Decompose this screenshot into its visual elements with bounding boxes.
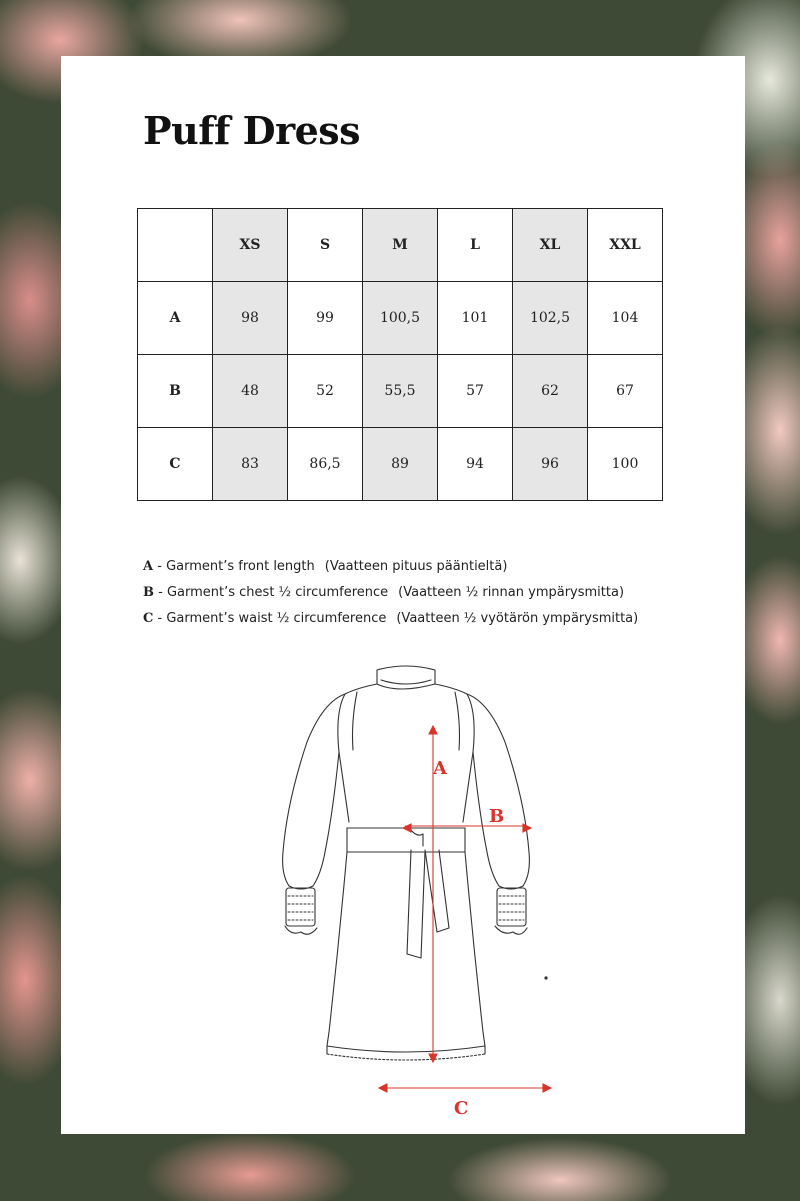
- table-cell: 96: [513, 428, 588, 501]
- row-label-b: B: [138, 355, 213, 428]
- legend-key: A: [143, 559, 154, 574]
- legend-separator: -: [153, 611, 167, 626]
- page-title: Puff Dress: [143, 108, 361, 153]
- legend-translation: (Vaatteen ½ vyötärön ympärysmitta): [396, 611, 639, 626]
- measure-label-a: A: [433, 758, 447, 779]
- table-header-row: [138, 209, 663, 282]
- size-header-m: M: [363, 209, 438, 282]
- skirt-right: [465, 852, 485, 1046]
- table-cell: 62: [513, 355, 588, 428]
- table-cell: 100: [588, 428, 663, 501]
- table-cell: 52: [288, 355, 363, 428]
- legend-text: Garment’s waist ½ circumference: [166, 611, 387, 626]
- hem: [327, 1046, 485, 1052]
- size-header-l: L: [438, 209, 513, 282]
- collar: [377, 666, 435, 689]
- size-chart-card: [61, 56, 745, 1134]
- table-cell: 83: [213, 428, 288, 501]
- dress-outline: [283, 666, 530, 1060]
- table-cell: 100,5: [363, 282, 438, 355]
- table-cell: 99: [288, 282, 363, 355]
- belt-tie-left: [407, 850, 425, 958]
- legend-key: B: [143, 585, 154, 600]
- table-cell: 86,5: [288, 428, 363, 501]
- table-row: [138, 355, 663, 428]
- bodice-left: [338, 684, 377, 822]
- legend-item-c: [143, 606, 638, 632]
- size-table: [137, 208, 663, 501]
- table-cell: 101: [438, 282, 513, 355]
- belt-tie-right: [425, 850, 449, 932]
- measure-label-c: C: [454, 1098, 469, 1119]
- size-header-s: S: [288, 209, 363, 282]
- legend-separator: -: [154, 585, 167, 600]
- table-row: [138, 282, 663, 355]
- table-cell: 94: [438, 428, 513, 501]
- skirt-left: [327, 852, 347, 1046]
- left-sleeve: [283, 694, 345, 886]
- table-cell: 48: [213, 355, 288, 428]
- table-cell: 104: [588, 282, 663, 355]
- legend-text: Garment’s chest ½ circumference: [166, 585, 389, 600]
- legend-translation: (Vaatteen pituus pääntieltä): [324, 559, 508, 574]
- size-header-xxl: XXL: [588, 209, 663, 282]
- size-header-xl: XL: [513, 209, 588, 282]
- table-corner-cell: [138, 209, 213, 282]
- measurement-legend: [143, 554, 638, 632]
- table-cell: 67: [588, 355, 663, 428]
- legend-item-a: [143, 554, 638, 580]
- table-cell: 55,5: [363, 355, 438, 428]
- table-cell: 57: [438, 355, 513, 428]
- row-label-c: C: [138, 428, 213, 501]
- bodice-right: [435, 684, 474, 822]
- table-cell: 89: [363, 428, 438, 501]
- row-label-a: A: [138, 282, 213, 355]
- dress-diagram: [261, 662, 561, 1132]
- measure-label-b: B: [489, 806, 505, 827]
- measurement-lines: [379, 726, 551, 1092]
- table-row: [138, 428, 663, 501]
- legend-translation: (Vaatteen ½ rinnan ympärysmitta): [398, 585, 625, 600]
- size-header-xs: XS: [213, 209, 288, 282]
- right-sleeve: [467, 694, 529, 886]
- table-cell: 98: [213, 282, 288, 355]
- legend-separator: -: [153, 559, 167, 574]
- legend-key: C: [143, 611, 154, 626]
- table-cell: 102,5: [513, 282, 588, 355]
- legend-item-b: [143, 580, 638, 606]
- belt: [347, 828, 465, 852]
- legend-text: Garment’s front length: [166, 559, 315, 574]
